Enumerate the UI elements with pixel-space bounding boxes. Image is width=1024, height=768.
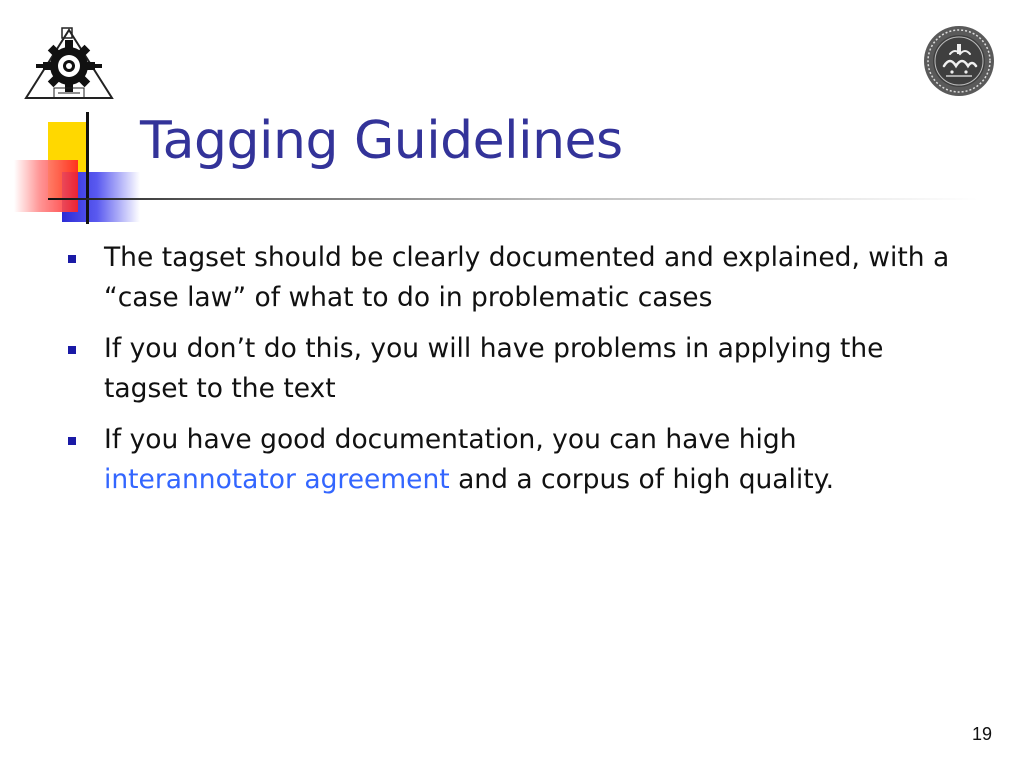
bullet-text: The tagset should be clearly documented and explained, with a “case law” of what to do in problematic cases (104, 242, 950, 313)
bullet-list (66, 238, 966, 511)
list-item (66, 329, 966, 409)
bullet-square-icon (68, 437, 76, 445)
slide-title: Tagging Guidelines (140, 111, 623, 171)
title-underline (48, 198, 978, 200)
red-accent-block (14, 160, 78, 212)
university-of-tehran-seal-icon (922, 24, 996, 98)
university-gear-emblem-icon (22, 26, 116, 102)
slide-number: 19 (971, 724, 992, 744)
bullet-text-after: and a corpus of high quality. (449, 464, 834, 495)
interannotator-agreement-link[interactable]: interannotator agreement (104, 464, 450, 495)
vertical-accent-line (86, 112, 89, 224)
list-item (66, 420, 966, 500)
list-item (66, 238, 966, 318)
bullet-square-icon (68, 255, 76, 263)
bullet-text: If you don’t do this, you will have problems in applying the tagset to the text (104, 333, 884, 404)
bullet-square-icon (68, 346, 76, 354)
bullet-text-before: If you have good documentation, you can have high (104, 424, 797, 455)
